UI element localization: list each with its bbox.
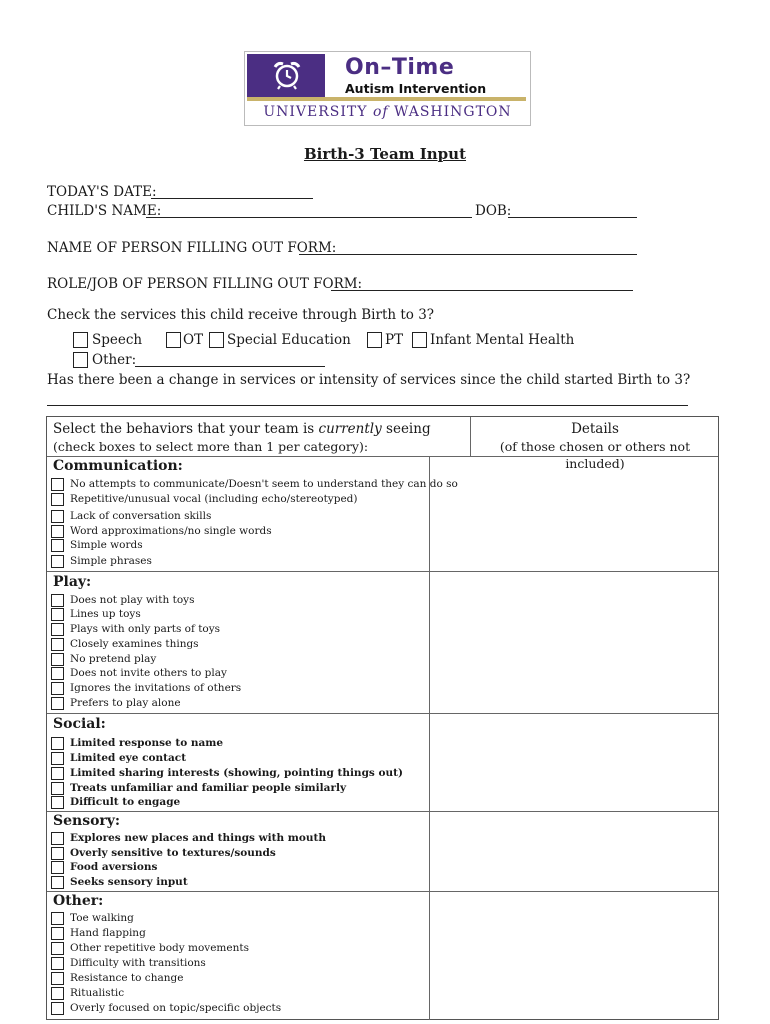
behavior-checkbox[interactable] <box>51 510 64 523</box>
services-question: Check the services this child receive through Birth to 3? <box>47 307 435 323</box>
logo-subtitle: Autism Intervention <box>345 81 487 96</box>
person-name-field[interactable] <box>299 254 637 255</box>
behavior-checkbox[interactable] <box>51 608 64 621</box>
behavior-checkbox[interactable] <box>51 957 64 970</box>
dob-label: DOB: <box>475 203 512 219</box>
behavior-label: Closely examines things <box>70 638 199 650</box>
behavior-label: Difficult to engage <box>70 796 181 808</box>
change-answer-field[interactable] <box>47 405 688 406</box>
behavior-label: Ignores the invitations of others <box>70 682 242 694</box>
other-service-label: Other: <box>92 352 137 368</box>
behavior-label: Resistance to change <box>70 972 184 984</box>
behavior-label: Limited sharing interests (showing, pointing things out) <box>70 767 403 779</box>
section-title: Play: <box>53 574 92 590</box>
behavior-checkbox[interactable] <box>51 682 64 695</box>
role-field[interactable] <box>331 290 633 291</box>
special-education-checkbox[interactable] <box>209 332 224 348</box>
page-title: Birth-3 Team Input <box>303 145 467 163</box>
table-header-right: Details (of those chosen or others not included) <box>499 421 691 471</box>
behavior-label: Treats unfamiliar and familiar people similarly <box>70 782 347 794</box>
infant-mental-health-label: Infant Mental Health <box>430 332 575 348</box>
pt-checkbox[interactable] <box>367 332 382 348</box>
behavior-checkbox[interactable] <box>51 1002 64 1015</box>
behavior-label: Food aversions <box>70 861 158 873</box>
dob-field[interactable] <box>508 217 637 218</box>
behavior-label: Seeks sensory input <box>70 876 188 888</box>
special-education-label: Special Education <box>227 332 351 348</box>
behavior-label: Difficulty with transitions <box>70 957 206 969</box>
behavior-label: Repetitive/unusual vocal (including echo/stereotyped) <box>70 493 358 505</box>
behavior-checkbox[interactable] <box>51 942 64 955</box>
other-service-field[interactable] <box>135 366 325 367</box>
ot-label: OT <box>183 332 204 348</box>
behavior-checkbox[interactable] <box>51 697 64 710</box>
behavior-checkbox[interactable] <box>51 623 64 636</box>
logo-divider <box>247 97 526 101</box>
behavior-label: Ritualistic <box>70 987 125 999</box>
logo-banner <box>247 54 325 97</box>
section-title: Other: <box>53 893 104 909</box>
behavior-checkbox[interactable] <box>51 876 64 889</box>
section-title: Communication: <box>53 458 183 474</box>
column-divider <box>429 456 430 1020</box>
behavior-label: No attempts to communicate/Doesn't seem to understand they can do so <box>70 478 458 490</box>
behavior-label: Limited eye contact <box>70 752 187 764</box>
behavior-checkbox[interactable] <box>51 539 64 552</box>
behavior-checkbox[interactable] <box>51 667 64 680</box>
behavior-checkbox[interactable] <box>51 861 64 874</box>
behavior-label: Does not invite others to play <box>70 667 227 679</box>
behavior-label: Lines up toys <box>70 608 141 620</box>
behavior-checkbox[interactable] <box>51 737 64 750</box>
todays-date-label: TODAY'S DATE: <box>47 184 157 200</box>
program-logo <box>244 51 531 126</box>
todays-date-field[interactable] <box>151 198 313 199</box>
behavior-label: No pretend play <box>70 653 157 665</box>
details-cell[interactable] <box>431 812 718 890</box>
behavior-checkbox[interactable] <box>51 752 64 765</box>
pt-label: PT <box>385 332 404 348</box>
ot-checkbox[interactable] <box>166 332 181 348</box>
behavior-label: Hand flapping <box>70 927 146 939</box>
behavior-checkbox[interactable] <box>51 927 64 940</box>
logo-title: On–Time <box>345 55 455 80</box>
header-divider <box>470 417 471 456</box>
speech-checkbox[interactable] <box>73 332 88 348</box>
behavior-label: Toe walking <box>70 912 134 924</box>
behavior-label: Limited response to name <box>70 737 224 749</box>
details-cell[interactable] <box>431 714 718 810</box>
behavior-checkbox[interactable] <box>51 832 64 845</box>
behavior-label: Does not play with toys <box>70 594 195 606</box>
other-service-checkbox[interactable] <box>73 352 88 368</box>
behavior-checkbox[interactable] <box>51 912 64 925</box>
behavior-checkbox[interactable] <box>51 767 64 780</box>
behavior-checkbox[interactable] <box>51 525 64 538</box>
university-name: UNIVERSITY of WASHINGTON <box>263 104 512 120</box>
behavior-checkbox[interactable] <box>51 555 64 568</box>
behavior-label: Lack of conversation skills <box>70 510 212 522</box>
behavior-checkbox[interactable] <box>51 653 64 666</box>
behavior-label: Other repetitive body movements <box>70 942 249 954</box>
behavior-checkbox[interactable] <box>51 594 64 607</box>
details-cell[interactable] <box>431 892 718 1020</box>
behavior-label: Overly sensitive to textures/sounds <box>70 847 276 859</box>
change-question: Has there been a change in services or intensity of services since the child started Birth to 3? <box>47 372 691 388</box>
behavior-label: Plays with only parts of toys <box>70 623 221 635</box>
behavior-checkbox[interactable] <box>51 782 64 795</box>
section-title: Social: <box>53 716 106 732</box>
table-header-left: Select the behaviors that your team is currently seeing (check boxes to select more than 1 per category): <box>53 421 431 454</box>
details-cell[interactable] <box>431 457 718 570</box>
behavior-checkbox[interactable] <box>51 972 64 985</box>
childs-name-label: CHILD'S NAME: <box>47 203 162 219</box>
infant-mental-health-checkbox[interactable] <box>412 332 427 348</box>
behavior-checkbox[interactable] <box>51 478 64 491</box>
section-title: Sensory: <box>53 813 121 829</box>
details-cell[interactable] <box>431 572 718 712</box>
behaviors-table <box>46 416 719 1020</box>
speech-label: Speech <box>92 332 143 348</box>
alarm-clock-icon <box>271 59 303 91</box>
behavior-label: Explores new places and things with mouth <box>70 832 327 844</box>
behavior-checkbox[interactable] <box>51 987 64 1000</box>
behavior-label: Word approximations/no single words <box>70 525 272 537</box>
behavior-checkbox[interactable] <box>51 796 64 809</box>
person-name-label: NAME OF PERSON FILLING OUT FORM: <box>47 240 337 256</box>
behavior-checkbox[interactable] <box>51 638 64 651</box>
behavior-label: Simple words <box>70 539 143 551</box>
behavior-label: Simple phrases <box>70 555 152 567</box>
behavior-checkbox[interactable] <box>51 847 64 860</box>
behavior-label: Overly focused on topic/specific objects <box>70 1002 282 1014</box>
childs-name-field[interactable] <box>146 217 472 218</box>
role-label: ROLE/JOB OF PERSON FILLING OUT FORM: <box>47 276 363 292</box>
behavior-label: Prefers to play alone <box>70 697 181 709</box>
behavior-checkbox[interactable] <box>51 493 64 506</box>
